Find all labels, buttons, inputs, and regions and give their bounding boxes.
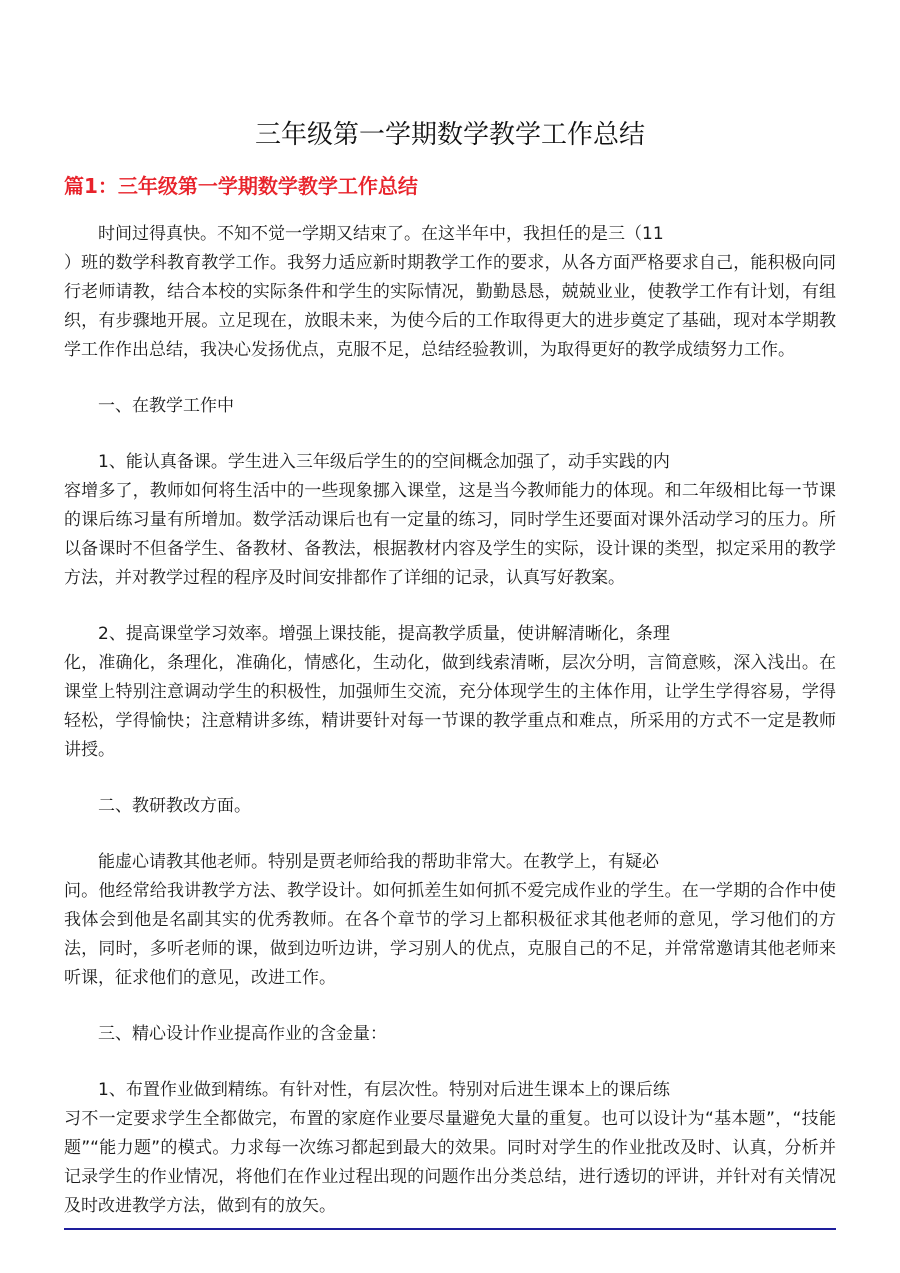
paragraph-text: 问。他经常给我讲教学方法、教学设计。如何抓差生如何抓不爱完成作业的学生。在一学期的合作中使我体会到他是名副其实的优秀教师。在各个章节的学习上都积极征求其他老师的意见，学习他们的方法，同时，多听老师的课，做到边听边讲，学习别人的优点，克服自己的不足，并常常邀请其他老师来听课，征求他们的意见，改进工作。 <box>64 881 836 988</box>
subheading-teaching-work: 一、在教学工作中 <box>98 396 234 416</box>
paragraph-first-line: 能虚心请教其他老师。特别是贾老师给我的帮助非常大。在教学上，有疑必 <box>98 852 659 872</box>
paragraph-homework <box>64 1076 836 1221</box>
paragraph-text: 化，准确化，条理化，准确化，情感化，生动化，做到线索清晰，层次分明，言简意赅，深入浅出。在课堂上特别注意调动学生的积极性，加强师生交流，充分体现学生的主体作用，让学生学得容易，学得轻松，学得愉快；注意精讲多练，精讲要针对每一节课的教学重点和难点，所采用的方式不一定是教师讲授。 <box>64 653 836 760</box>
paragraph-first-line: 1、能认真备课。学生进入三年级后学生的的空间概念加强了，动手实践的内 <box>98 452 670 472</box>
paragraph-classroom-efficiency <box>64 620 836 765</box>
paragraph-first-line: 1、布置作业做到精练。有针对性，有层次性。特别对后进生课本上的课后练 <box>98 1080 670 1100</box>
document-body <box>64 220 836 1248</box>
paragraph-text: ）班的数学科教育教学工作。我努力适应新时期教学工作的要求，从各方面严格要求自己，能积极向同行老师请教，结合本校的实际条件和学生的实际情况，勤勤恳恳，兢兢业业，使教学工作有计划，有组织，有步骤地开展。立足现在，放眼未来，为使今后的工作取得更大的进步奠定了基础，现对本学期教学工作作出总结，我决心发扬优点，克服不足，总结经验教训，为取得更好的教学成绩努力工作。 <box>64 253 836 360</box>
paragraph-learning-from-peers <box>64 848 836 993</box>
paragraph-lesson-prep <box>64 448 836 593</box>
paragraph-text: 容增多了，教师如何将生活中的一些现象挪入课堂，这是当今教师能力的体现。和二年级相比每一节课的课后练习量有所增加。数学活动课后也有一定量的练习，同时学生还要面对课外活动学习的压力。所以备课时不但备学生、备教材、备教法，根据教材内容及学生的实际，设计课的类型，拟定采用的教学方法，并对教学过程的程序及时间安排都作了详细的记录，认真写好教案。 <box>64 481 836 588</box>
paragraph-first-line: 2、提高课堂学习效率。增强上课技能，提高教学质量，使讲解清晰化，条理 <box>98 624 670 644</box>
section-heading: 篇1：三年级第一学期数学教学工作总结 <box>64 174 418 198</box>
subheading-homework-design: 三、精心设计作业提高作业的含金量： <box>98 1024 387 1044</box>
document-title: 三年级第一学期数学教学工作总结 <box>254 120 645 150</box>
paragraph-first-line: 时间过得真快。不知不觉一学期又结束了。在这半年中，我担任的是三（11 <box>98 224 664 244</box>
paragraph-text: 习不一定要求学生全都做完，布置的家庭作业要尽量避免大量的重复。也可以设计为“基本题”，“技能题”“能力题”的模式。力求每一次练习都起到最大的效果。同时对学生的作业批改及时、认真，分析并记录学生的作业情况，将他们在作业过程出现的问题作出分类总结，进行透切的评讲，并针对有关情况及时改进教学方法，做到有的放矢。 <box>64 1109 836 1216</box>
subheading-research-reform: 二、教研教改方面。 <box>98 796 251 816</box>
footer-divider <box>64 1228 836 1230</box>
paragraph-intro <box>64 220 836 365</box>
